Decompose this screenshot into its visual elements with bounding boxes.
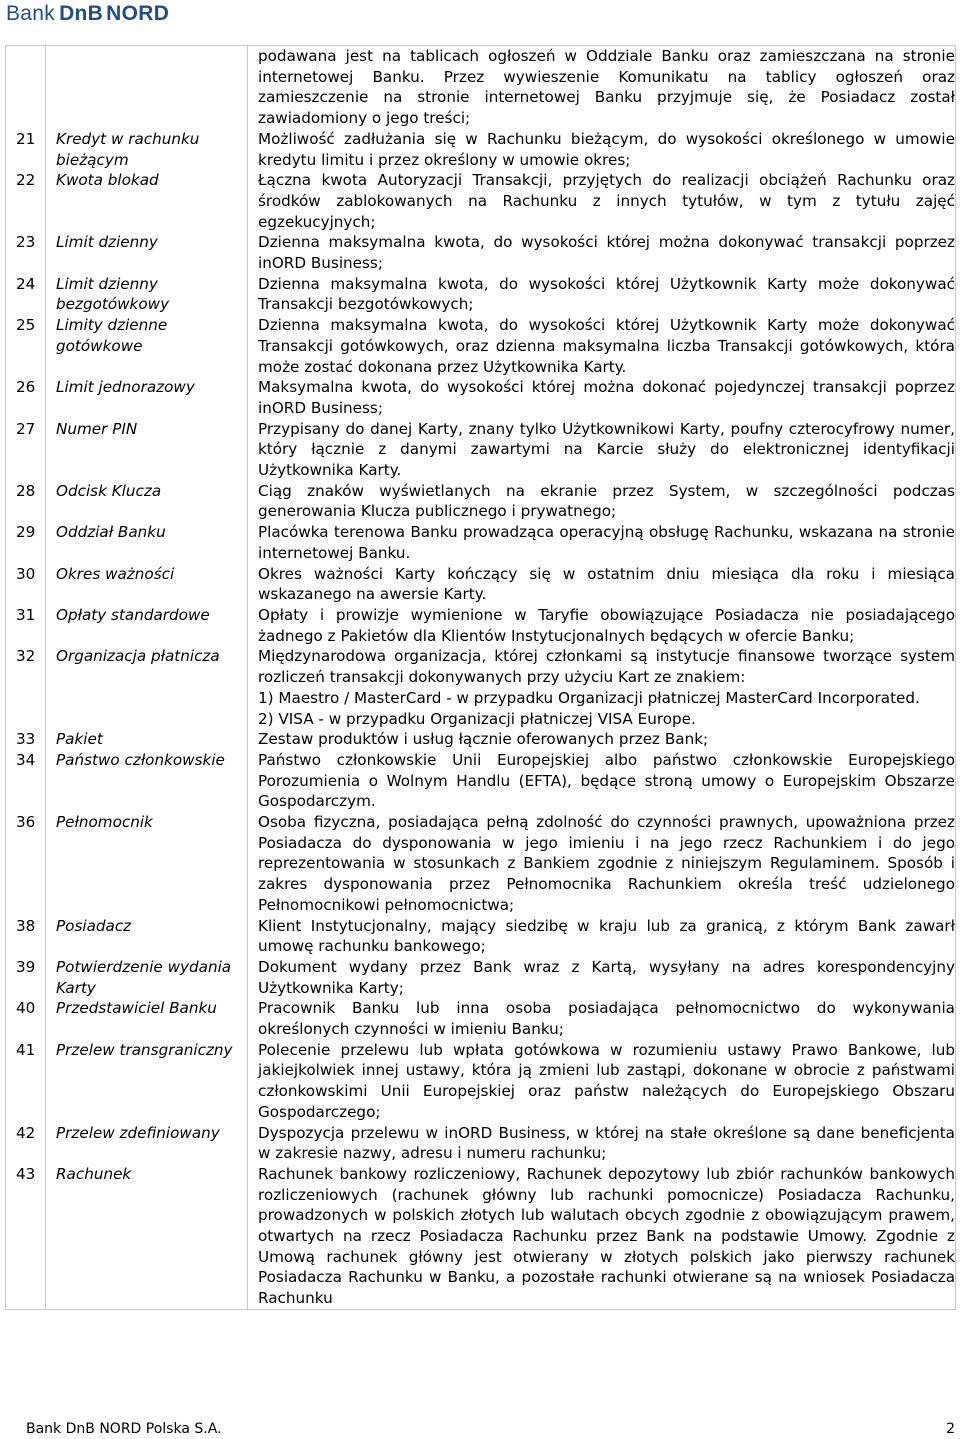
table-row — [6, 419, 956, 481]
row-number: 39 — [16, 957, 36, 976]
description-text: Okres ważności Karty kończący się w ostatnim dniu miesiąca dla roku i miesiąca wskazanego na awersie Karty. — [258, 564, 955, 604]
table-row — [6, 564, 956, 605]
definitions-body — [6, 129, 956, 1310]
table-row — [6, 232, 956, 273]
table-row — [6, 916, 956, 957]
table-row — [6, 729, 956, 750]
row-term: Limit dzienny — [46, 232, 248, 273]
row-description — [248, 481, 956, 522]
row-description — [248, 729, 956, 750]
row-number: 34 — [16, 750, 36, 769]
description-text: Rachunek bankowy rozliczeniowy, Rachunek depozytowy lub zbiór rachunków bankowych rozliczeniowych (rachunek główny lub rachunki pomocnicze) Posiadacza Rachunku, prowadzonych w polskich złotych lub walutach obcych zgodnie z obowiązującym prawem, otwartych na rzecz Posiadacza Rachunku przez Bank na podstawie Umowy. Zgodnie z Umową rachunek główny jest otwierany w złotych polskich jako pierwszy rachunek Posiadacza Rachunku w Banku, a pozostałe rachunki otwierane są na wniosek Posiadacza Rachunku — [258, 1164, 955, 1308]
description-text: Państwo członkowskie Unii Europejskiej albo państwo członkowskie Europejskiego Porozumienia o Wolnym Handlu (EFTA), będące stroną umowy o Europejskim Obszarze Gospodarczym. — [258, 750, 955, 811]
table-row — [6, 170, 956, 232]
row-number: 27 — [16, 419, 36, 438]
description-text: Dzienna maksymalna kwota, do wysokości której można dokonywać transakcji poprzez inORD Business; — [258, 233, 955, 273]
row-number: 36 — [16, 813, 36, 832]
row-term: Kredyt w rachunku bieżącym — [46, 129, 248, 170]
row-description — [248, 957, 956, 998]
row-term: Odcisk Klucza — [46, 481, 248, 522]
description-text: Dzienna maksymalna kwota, do wysokości której Użytkownik Karty może dokonywać Transakcji gotówkowych, oraz dzienna maksymalna liczba Transakcji gotówkowych, która może zostać dokonana przez Użytkownika Karty. — [258, 316, 955, 376]
definitions-table — [5, 45, 956, 1310]
table-row — [6, 750, 956, 812]
row-description — [248, 419, 956, 481]
row-number: 40 — [16, 999, 36, 1018]
row-number: 31 — [16, 605, 36, 624]
row-number: 21 — [16, 129, 36, 148]
bank-logo — [6, 2, 169, 26]
table-row — [6, 129, 956, 170]
description-text: Ciąg znaków wyświetlanych na ekranie przez System, w szczególności podczas generowania Klucza publicznego i prywatnego; — [258, 481, 955, 521]
intro-text: podawana jest na tablicach ogłoszeń w Oddziale Banku oraz zamieszczana na stronie internetowej Banku. Przez wywieszenie Komunikatu na tablicy ogłoszeń oraz zamieszczenie na stronie internetowej Banku przyjmuje się, że Posiadacz został zawiadomiony o jego treści; — [248, 46, 956, 129]
description-text: Międzynarodowa organizacja, której członkami są instytucje finansowe tworzące system rozliczeń transakcji dokonywanych przy użyciu Kart ze znakiem: — [258, 647, 955, 687]
description-text: Klient Instytucjonalny, mający siedzibę w kraju lub za granicą, z którym Bank zawarł umowę rachunku bankowego; — [258, 916, 955, 956]
row-number: 32 — [16, 647, 36, 666]
table-row — [6, 377, 956, 418]
row-term: Limit dzienny bezgotówkowy — [46, 274, 248, 315]
table-row — [6, 46, 956, 129]
row-description — [248, 605, 956, 646]
row-term: Organizacja płatnicza — [46, 646, 248, 729]
row-description — [248, 998, 956, 1039]
description-list-item: 2) VISA - w przypadku Organizacji płatniczej VISA Europe. — [258, 709, 696, 728]
table-row — [6, 481, 956, 522]
description-text: Dyspozycja przelewu w inORD Business, w której na stałe określone są dane beneficjenta w zakresie nazwy, adresu i numeru rachunku; — [258, 1123, 955, 1163]
table-row — [6, 998, 956, 1039]
row-description — [248, 377, 956, 418]
table-row — [6, 646, 956, 729]
description-text: Placówka terenowa Banku prowadząca operacyjną obsługę Rachunku, wskazana na stronie internetowej Banku. — [258, 523, 955, 562]
row-description — [248, 170, 956, 232]
description-text: Maksymalna kwota, do wysokości której można dokonać pojedynczej transakcji poprzez inORD Business; — [258, 378, 955, 417]
row-number: 30 — [16, 564, 36, 583]
description-text: Możliwość zadłużania się w Rachunku bieżącym, do wysokości określonego w umowie kredytu limitu i przez określony w umowie okres; — [258, 129, 955, 169]
row-number: 42 — [16, 1123, 36, 1142]
table-row — [6, 957, 956, 998]
row-term: Okres ważności — [46, 564, 248, 605]
table-row — [6, 522, 956, 563]
row-description — [248, 646, 956, 729]
description-text: Przypisany do danej Karty, znany tylko Użytkownikowi Karty, poufny czterocyfrowy numer, który łącznie z danymi zawartymi na Karcie służy do elektronicznej identyfikacji Użytkownika Karty. — [258, 419, 955, 480]
row-number: 43 — [16, 1164, 36, 1183]
row-number: 25 — [16, 316, 36, 335]
description-text: Łączna kwota Autoryzacji Transakcji, przyjętych do realizacji obciążeń Rachunku oraz środków zablokowanych na Rachunku z innych tytułów, w tym z tytułu zajęć egzekucyjnych; — [258, 171, 955, 231]
row-description — [248, 750, 956, 812]
row-description — [248, 522, 956, 563]
row-description — [248, 564, 956, 605]
row-description — [248, 916, 956, 957]
logo-dnb-text: DnB — [59, 2, 104, 25]
logo-nord-text: NORD — [106, 2, 170, 25]
row-number: 24 — [16, 274, 36, 293]
row-description — [248, 1164, 956, 1309]
row-term: Numer PIN — [46, 419, 248, 481]
table-row — [6, 1123, 956, 1164]
description-text: Opłaty i prowizje wymienione w Taryfie obowiązujące Posiadacza nie posiadającego żadnego z Pakietów dla Klientów Instytucjonalnych będących w ofercie Banku; — [258, 605, 955, 645]
row-term: Opłaty standardowe — [46, 605, 248, 646]
row-description — [248, 232, 956, 273]
row-description — [248, 129, 956, 170]
description-text: Osoba fizyczna, posiadająca pełną zdolność do czynności prawnych, upoważniona przez Posiadacza do dysponowania w jego imieniu i na jego rzecz Rachunkiem i do jego reprezentowania w stosunkach z Bankiem zgodnie z niniejszym Regulaminem. Sposób i zakres dysponowania przez Pełnomocnika Rachunkiem określa treść udzielonego Pełnomocnikowi pełnomocnictwa; — [258, 813, 955, 914]
description-list-item: 1) Maestro / MasterCard - w przypadku Organizacji płatniczej MasterCard Incorporated. — [258, 688, 920, 707]
logo-bank-text: Bank — [6, 2, 56, 25]
row-term: Przelew transgraniczny — [46, 1040, 248, 1123]
table-row — [6, 812, 956, 916]
row-number — [6, 46, 46, 129]
row-term: Kwota blokad — [46, 170, 248, 232]
row-description — [248, 1123, 956, 1164]
table-row — [6, 1040, 956, 1123]
row-term: Państwo członkowskie — [46, 750, 248, 812]
table-row — [6, 315, 956, 377]
row-description — [248, 812, 956, 916]
row-number: 26 — [16, 378, 36, 397]
row-term: Przedstawiciel Banku — [46, 998, 248, 1039]
row-term: Oddział Banku — [46, 522, 248, 563]
row-description — [248, 315, 956, 377]
row-term: Limit jednorazowy — [46, 377, 248, 418]
description-text: Polecenie przelewu lub wpłata gotówkowa w rozumieniu ustawy Prawo Bankowe, lub jakiejkolwiek innej ustawy, która ją zmieni lub zastąpi, dokonane w obrocie z państwami członkowskimi Unii Europejskiej oraz państw należących do Europejskiego Obszaru Gospodarczego; — [258, 1040, 955, 1121]
row-description — [248, 274, 956, 315]
footer-company: Bank DnB NORD Polska S.A. — [26, 1421, 222, 1437]
table-row — [6, 274, 956, 315]
description-text: Zestaw produktów i usług łącznie oferowanych przez Bank; — [258, 730, 709, 749]
row-number: 23 — [16, 233, 36, 252]
row-number: 33 — [16, 730, 36, 749]
page-number: 2 — [946, 1421, 955, 1437]
table-row — [6, 605, 956, 646]
row-number: 38 — [16, 916, 36, 935]
row-number: 41 — [16, 1040, 36, 1059]
description-text: Dokument wydany przez Bank wraz z Kartą, wysyłany na adres korespondencyjny Użytkownika Karty; — [258, 957, 955, 997]
row-number: 28 — [16, 481, 36, 500]
row-term: Limity dzienne gotówkowe — [46, 315, 248, 377]
row-term: Rachunek — [46, 1164, 248, 1309]
description-text: Dzienna maksymalna kwota, do wysokości której Użytkownik Karty może dokonywać Transakcji bezgotówkowych; — [258, 274, 955, 314]
row-term — [46, 46, 248, 129]
row-number: 22 — [16, 171, 36, 190]
row-term: Pakiet — [46, 729, 248, 750]
table-row — [6, 1164, 956, 1309]
row-term: Przelew zdefiniowany — [46, 1123, 248, 1164]
row-term: Potwierdzenie wydania Karty — [46, 957, 248, 998]
row-term: Posiadacz — [46, 916, 248, 957]
row-term: Pełnomocnik — [46, 812, 248, 916]
row-number: 29 — [16, 523, 36, 542]
row-description — [248, 1040, 956, 1123]
description-text: Pracownik Banku lub inna osoba posiadająca pełnomocnictwo do wykonywania określonych czynności w imieniu Banku; — [258, 999, 955, 1039]
